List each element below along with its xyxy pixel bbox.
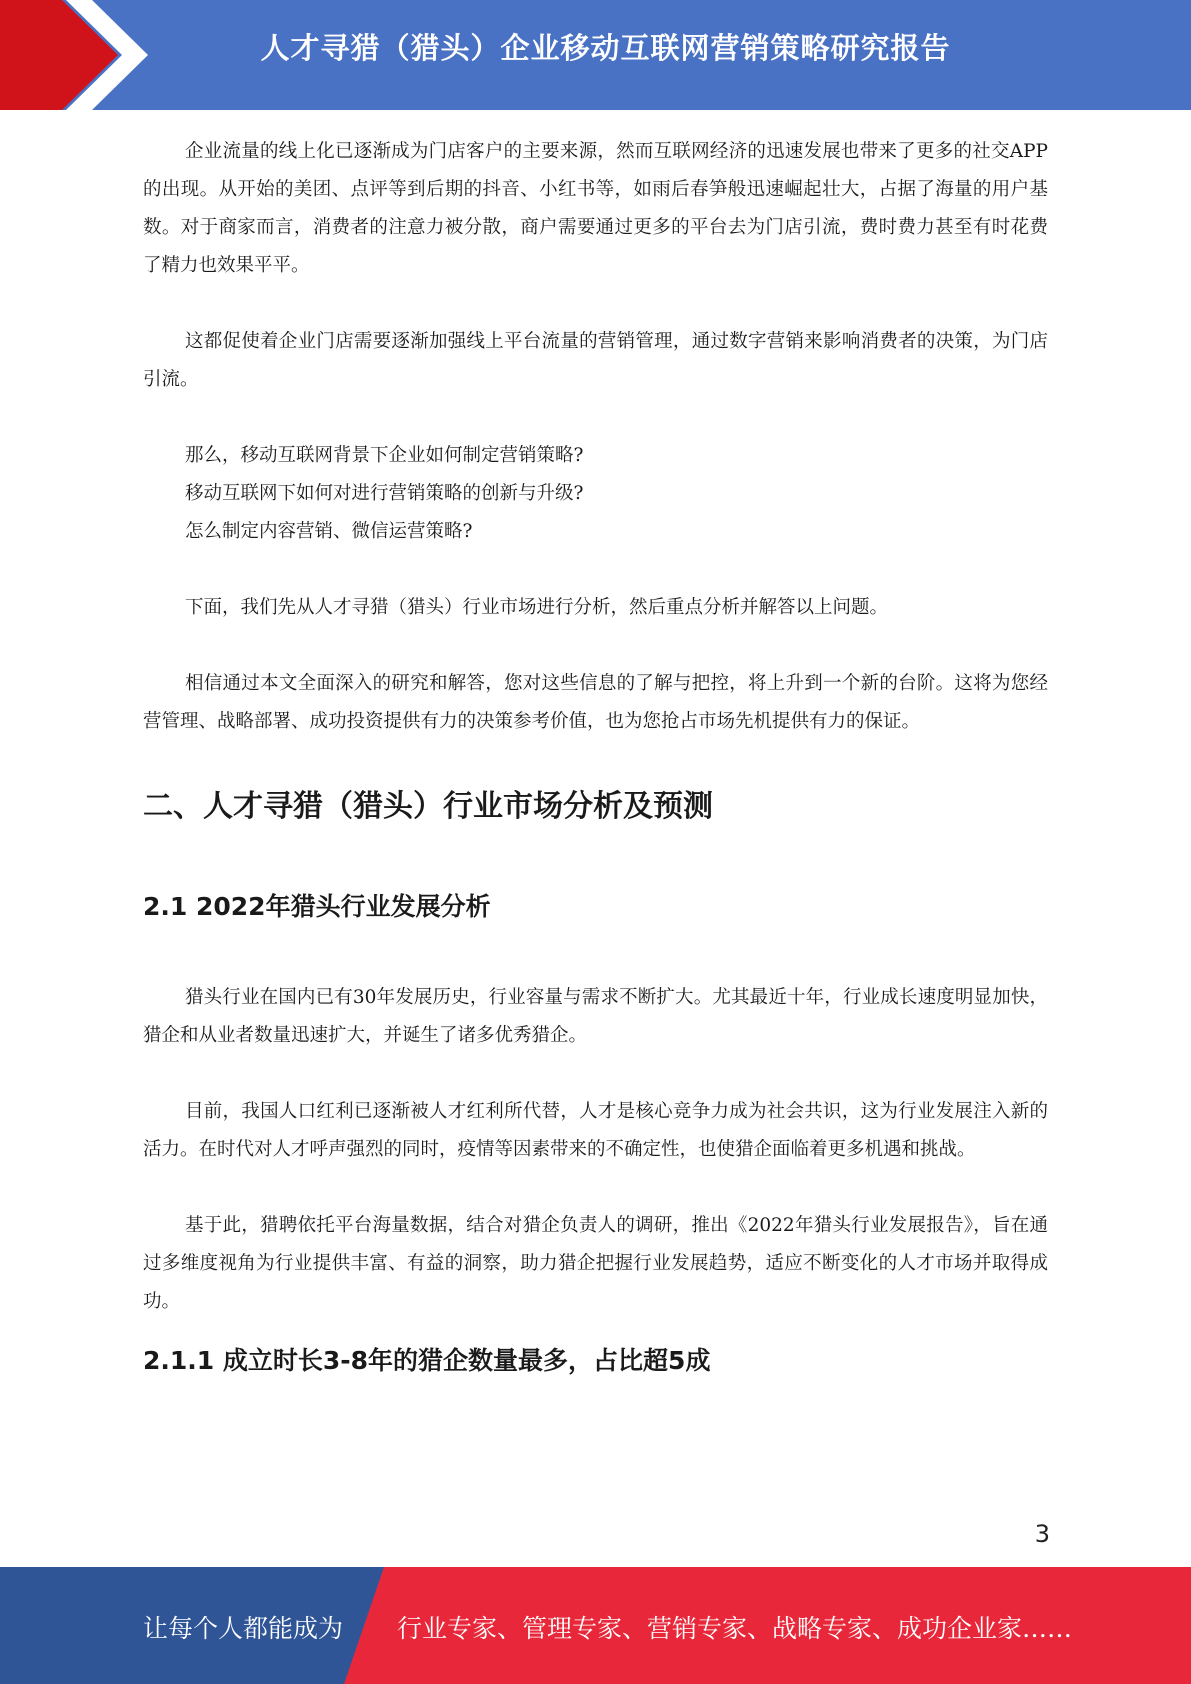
footer-slogan-right: 行业专家、管理专家、营销专家、战略专家、成功企业家……: [397, 1614, 1073, 1643]
subsection-heading: 2.1 2022年猎头行业发展分析: [143, 892, 491, 921]
intro-paragraph-4: 相信通过本文全面深入的研究和解答，您对这些信息的了解与把控，将上升到一个新的台阶。这将为您经营管理、战略部署、成功投资提供有力的决策参考价值，也为您抢占市场先机提供有力的保证。: [143, 673, 1048, 732]
sub-subsection-heading: 2.1.1 成立时长3-8年的猎企数量最多，占比超5成: [143, 1346, 711, 1375]
section-paragraph-1: 猎头行业在国内已有30年发展历史，行业容量与需求不断扩大。尤其最近十年，行业成长速度明显加快，猎企和从业者数量迅速扩大，并诞生了诸多优秀猎企。: [143, 987, 1048, 1046]
intro-paragraph-2: 这都促使着企业门店需要逐渐加强线上平台流量的营销管理，通过数字营销来影响消费者的决策，为门店引流。: [143, 331, 1048, 390]
intro-paragraph-3: 下面，我们先从人才寻猎（猎头）行业市场进行分析，然后重点分析并解答以上问题。: [185, 597, 889, 618]
page-header: [0, 0, 1191, 110]
page-content: [143, 133, 1048, 1381]
footer-slogan-left: 让每个人都能成为: [143, 1614, 344, 1643]
page-footer: [0, 1567, 1191, 1684]
question-1: 那么，移动互联网背景下企业如何制定营销策略?: [185, 445, 584, 466]
section-paragraph-3: 基于此，猎聘依托平台海量数据，结合对猎企负责人的调研，推出《2022年猎头行业发展报告》，旨在通过多维度视角为行业提供丰富、有益的洞察，助力猎企把握行业发展趋势，适应不断变化的人才市场并取得成功。: [143, 1215, 1048, 1312]
section-heading: 二、人才寻猎（猎头）行业市场分析及预测: [143, 789, 713, 824]
page-number: 3: [1034, 1520, 1050, 1548]
question-2: 移动互联网下如何对进行营销策略的创新与升级?: [185, 483, 584, 504]
intro-paragraph-1: 企业流量的线上化已逐渐成为门店客户的主要来源，然而互联网经济的迅速发展也带来了更多的社交APP的出现。从开始的美团、点评等到后期的抖音、小红书等，如雨后春笋般迅速崛起壮大，占据了海量的用户基数。对于商家而言，消费者的注意力被分散，商户需要通过更多的平台去为门店引流，费时费力甚至有时花费了精力也效果平平。: [143, 141, 1048, 276]
section-paragraph-2: 目前，我国人口红利已逐渐被人才红利所代替，人才是核心竞争力成为社会共识，这为行业发展注入新的活力。在时代对人才呼声强烈的同时，疫情等因素带来的不确定性，也使猎企面临着更多机遇和挑战。: [143, 1101, 1048, 1160]
question-3: 怎么制定内容营销、微信运营策略?: [185, 521, 473, 542]
report-title: 人才寻猎（猎头）企业移动互联网营销策略研究报告: [260, 31, 951, 65]
